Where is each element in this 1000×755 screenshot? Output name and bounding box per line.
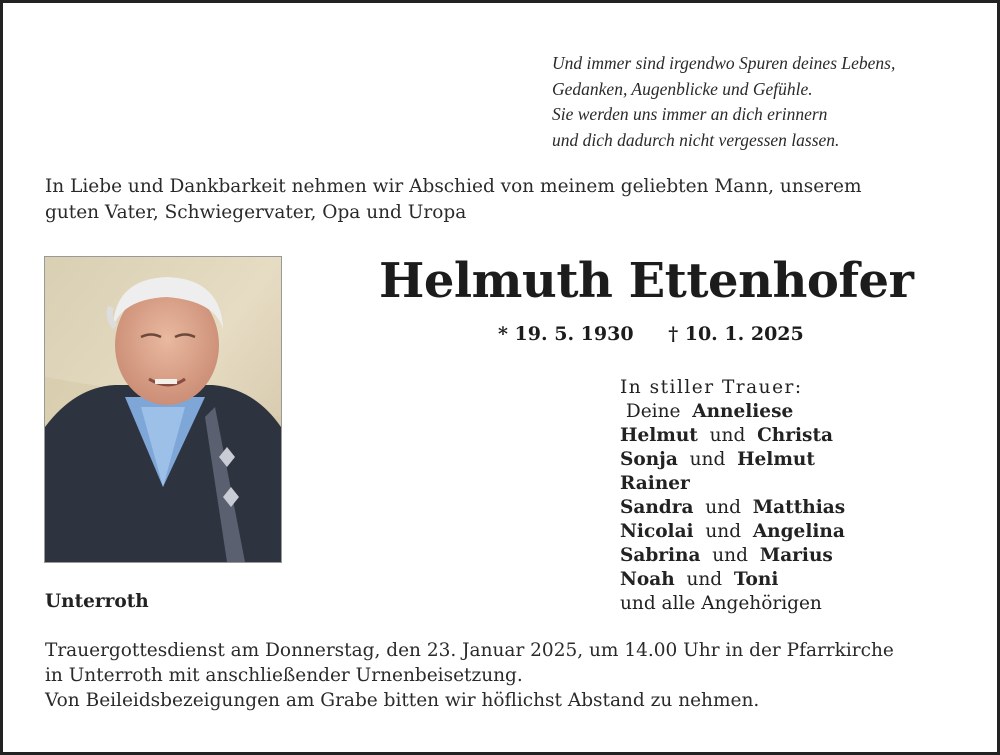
mourners-header: In stiller Trauer: <box>620 377 803 398</box>
mourner-row <box>620 496 845 520</box>
life-dates <box>498 323 804 345</box>
mourner-name: Angelina <box>752 521 845 542</box>
mourner-row <box>620 448 845 472</box>
mourner-name: Nicolai <box>620 521 694 542</box>
mourner-name: Toni <box>733 569 779 590</box>
poem-line: Sie werden uns immer an dich erinnern <box>552 104 828 124</box>
footer-line: Trauergottesdienst am Donnerstag, den 23. Januar 2025, um 14.00 Uhr in der Pfarrkirche <box>45 640 894 661</box>
mourner-intro: Deine <box>620 401 687 422</box>
poem <box>552 51 972 153</box>
mourner-name: Helmut <box>737 449 815 470</box>
mourner-name: Sandra <box>620 497 694 518</box>
intro-line: In Liebe und Dankbarkeit nehmen wir Abschied von meinem geliebten Mann, unserem <box>45 176 862 197</box>
mourner-name: Sabrina <box>620 545 701 566</box>
mourner-name: Noah <box>620 569 675 590</box>
footer-line: in Unterroth mit anschließender Urnenbeisetzung. <box>45 665 523 686</box>
mourner-name: Matthias <box>752 497 846 518</box>
mourner-connector: und <box>703 425 752 446</box>
mourner-connector: und <box>706 545 754 566</box>
mourner-connector: und <box>699 497 747 518</box>
footer-line: Von Beileidsbezeigungen am Grabe bitten wir höflichst Abstand zu nehmen. <box>45 690 760 711</box>
mourner-connector: und <box>699 521 747 542</box>
portrait-illustration <box>45 257 281 562</box>
poem-line: Und immer sind irgendwo Spuren deines Lebens, <box>552 53 896 73</box>
birth-date: * 19. 5. 1930 <box>498 323 634 345</box>
poem-line: Gedanken, Augenblicke und Gefühle. <box>552 78 813 99</box>
mourner-name: Christa <box>757 425 833 446</box>
mourner-name: Anneliese <box>692 401 794 422</box>
mourner-row <box>620 400 845 424</box>
funeral-notice <box>45 638 965 713</box>
death-date: † 10. 1. 2025 <box>668 323 804 345</box>
mourner-row <box>620 472 845 496</box>
mourner-row <box>620 424 845 448</box>
intro-text <box>45 174 945 226</box>
mourner-name: Sonja <box>620 449 678 470</box>
mourner-connector: und <box>680 569 729 590</box>
mourners-list <box>620 376 845 616</box>
poem-line: und dich dadurch nicht vergessen lassen. <box>552 129 840 150</box>
intro-line: guten Vater, Schwiegervater, Opa und Uropa <box>45 202 467 223</box>
mourner-name: Rainer <box>620 473 690 494</box>
mourner-name: Marius <box>759 545 833 566</box>
mourners-closing: und alle Angehörigen <box>620 593 822 614</box>
deceased-name: Helmuth Ettenhofer <box>379 253 914 309</box>
mourner-row <box>620 568 845 592</box>
portrait-photo <box>44 256 282 563</box>
mourner-row <box>620 520 845 544</box>
mourner-row <box>620 544 845 568</box>
mourner-connector: und <box>683 449 732 470</box>
mourner-name: Helmut <box>620 425 698 446</box>
hometown: Unterroth <box>45 591 149 612</box>
